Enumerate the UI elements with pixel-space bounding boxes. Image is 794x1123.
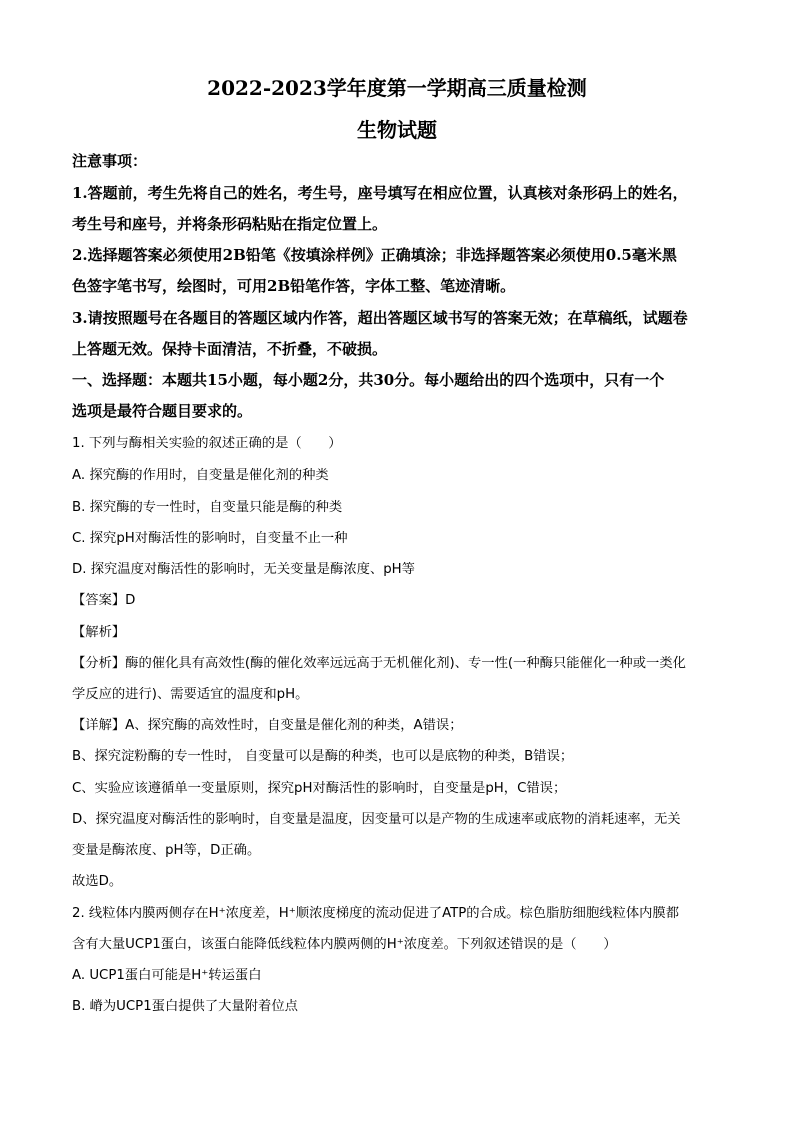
question-1-option-b: B. 探究酶的专一性时，自变量只能是酶的种类: [72, 500, 343, 515]
question-1-detail-c: C、实验应该遵循单一变量原则，探究pH对酶活性的影响时，自变量是pH，C错误；: [72, 781, 567, 796]
notice-item-3-line-2: 上答题无效。保持卡面清洁，不折叠，不破损。: [72, 340, 388, 358]
question-2-option-b: B. 嵴为UCP1蛋白提供了大量附着位点: [72, 999, 298, 1014]
question-1-detail-d-line-2: 变量是酶浓度、pH等，D正确。: [72, 843, 261, 858]
question-1-detail-b: B、探究淀粉酶的专一性时， 自变量可以是酶的种类，也可以是底物的种类，B错误；: [72, 749, 574, 764]
question-1-analysis-line-1: 【分析】酶的催化具有高效性(酶的催化效率远远高于无机催化剂)、专一性(一种酶只能催化一种或一类化: [72, 656, 686, 671]
question-1-option-d: D. 探究温度对酶活性的影响时，无关变量是酶浓度、pH等: [72, 562, 415, 577]
question-1-option-c: C. 探究pH对酶活性的影响时，自变量不止一种: [72, 531, 348, 546]
question-1-detail-d-line-1: D、探究温度对酶活性的影响时，自变量是温度，因变量可以是产物的生成速率或底物的消耗速率，无关: [72, 812, 681, 827]
section-heading-line-2: 选项是最符合题目要求的。: [72, 402, 253, 420]
page-title: 2022-2023学年度第一学期高三质量检测: [207, 76, 587, 100]
notice-item-2-line-1: 2.选择题答案必须使用2B铅笔《按填涂样例》正确填涂；非选择题答案必须使用0.5毫米黑: [72, 246, 677, 264]
notice-heading: 注意事项：: [72, 152, 148, 170]
notice-item-2-line-2: 色签字笔书写，绘图时，可用2B铅笔作答，字体工整、笔迹清晰。: [72, 277, 516, 295]
question-1-option-a: A. 探究酶的作用时，自变量是催化剂的种类: [72, 468, 329, 483]
question-1-answer: 【答案】D: [72, 593, 136, 608]
question-2-option-a: A. UCP1蛋白可能是H⁺转运蛋白: [72, 968, 262, 983]
page-subtitle: 生物试题: [357, 118, 437, 142]
notice-item-1-line-2: 考生号和座号，并将条形码粘贴在指定位置上。: [72, 215, 388, 233]
question-1-analysis-label: 【解析】: [72, 625, 126, 640]
question-1-analysis-line-2: 学反应的进行)、需要适宜的温度和pH。: [72, 687, 309, 702]
question-1-stem: 1. 下列与酶相关实验的叙述正确的是（ ）: [72, 436, 342, 451]
question-2-stem-line-2: 含有大量UCP1蛋白，该蛋白能降低线粒体内膜两侧的H⁺浓度差。下列叙述错误的是（ ）: [72, 937, 617, 952]
question-1-detail-a: 【详解】A、探究酶的高效性时，自变量是催化剂的种类，A错误；: [72, 718, 463, 733]
question-2-stem-line-1: 2. 线粒体内膜两侧存在H⁺浓度差，H⁺顺浓度梯度的流动促进了ATP的合成。棕色脂肪细胞线粒体内膜都: [72, 906, 680, 921]
section-heading-line-1: 一、选择题：本题共15小题，每小题2分，共30分。每小题给出的四个选项中，只有一个: [72, 371, 665, 389]
notice-item-3-line-1: 3.请按照题号在各题目的答题区域内作答，超出答题区域书写的答案无效；在草稿纸，试题卷: [72, 309, 688, 327]
question-1-conclusion: 故选D。: [72, 874, 123, 889]
notice-item-1-line-1: 1.答题前，考生先将自己的姓名，考生号，座号填写在相应位置，认真核对条形码上的姓名，: [72, 184, 688, 202]
